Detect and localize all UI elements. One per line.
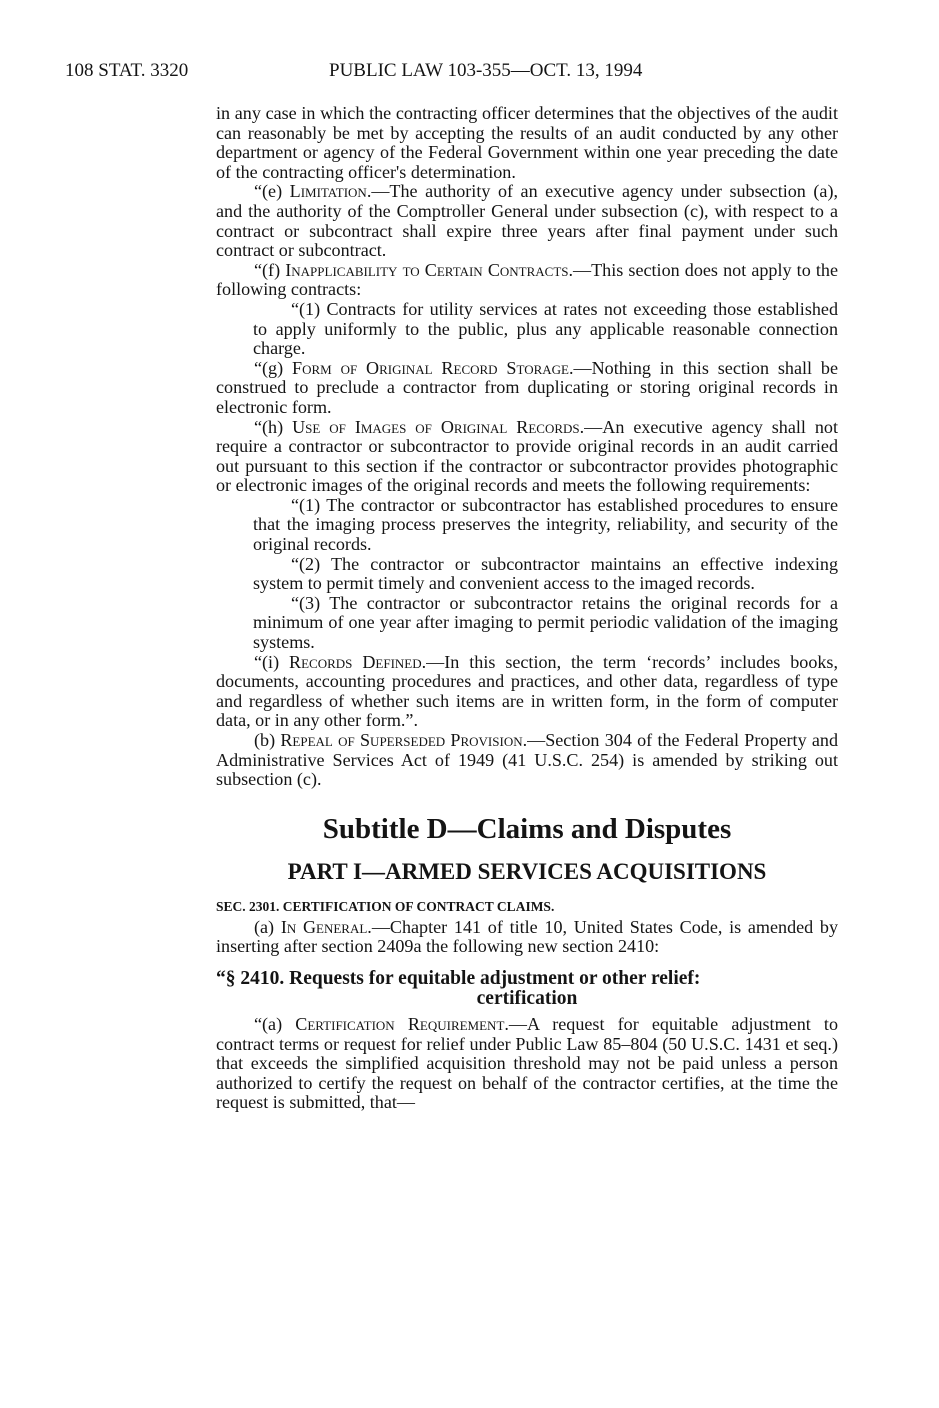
paragraph-i-text: .—In this section, the term ‘records’ includes books, documents, accounting procedures and practices, and other data, regardless of type and regardless of whether such items are in written form, in the form of computer data, or in any other form.”. [216, 651, 838, 731]
paragraph-e-text: .—The authority of an executive agency under subsection (a), and the authority of the Comptroller General under subsection (c), with respect to a contract or subcontract shall expire three years after final payment under such contract or subcontract. [216, 181, 838, 261]
paragraph-f [216, 261, 838, 300]
paragraph-f-lead: “(f) [254, 259, 286, 280]
paragraph-certification-lead: “(a) [254, 1013, 296, 1034]
intro-paragraph: in any case in which the contracting officer determines that the objectives of the audit can reasonably be met by accepting the results of an audit conducted by any other department or agency of the Federal Government within one year preceding the date of the contracting officer's determination. [216, 103, 838, 182]
paragraph-certification-heading: Certification Requirement [295, 1013, 505, 1034]
paragraph-i-lead: “(i) [254, 651, 290, 672]
stat-citation: 108 STAT. 3320 [65, 60, 189, 81]
paragraph-a-heading: In General [280, 916, 368, 937]
paragraph-a [216, 918, 838, 957]
paragraph-h-heading: Use of Images of Original Records [292, 416, 580, 437]
paragraph-b-text: .—Section 304 of the Federal Property and Administrative Services Act of 1949 (41 U.S.C. 254) is amended by striking out subsection (c). [216, 730, 838, 790]
paragraph-certification [216, 1015, 838, 1113]
paragraph-e-heading: Limitation [289, 181, 367, 202]
paragraph-g-text: .—Nothing in this section shall be construed to preclude a contractor from duplicating or storing original records in electronic form. [216, 357, 838, 417]
paragraph-b-lead: (b) [254, 730, 281, 750]
subtitle-heading: Subtitle D—Claims and Disputes [322, 812, 732, 845]
paragraph-f-heading: Inapplicability to Certain Contracts [285, 259, 569, 280]
paragraph-e-lead: “(e) [254, 181, 290, 202]
paragraph-g [216, 359, 838, 418]
paragraph-g-heading: Form of Original Record Storage [292, 357, 569, 378]
paragraph-g-lead: “(g) [254, 357, 293, 378]
paragraph-b [216, 731, 838, 790]
paragraph-a-lead: (a) [254, 916, 281, 937]
law-citation: PUBLIC LAW 103-355—OCT. 13, 1994 [329, 60, 643, 81]
page-body [216, 104, 838, 1113]
paragraph-i-heading: Records Defined [289, 651, 422, 672]
section-heading: SEC. 2301. CERTIFICATION OF CONTRACT CLAIMS. [216, 898, 555, 914]
paragraph-f-1: “(1) Contracts for utility services at rates not exceeding those established to apply uniformly to the public, plus any applicable reasonable connection charge. [253, 298, 838, 359]
paragraph-e [216, 182, 838, 260]
new-section-heading-line1: “§ 2410. Requests for equitable adjustment or other relief: [216, 967, 701, 989]
paragraph-h-1: “(1) The contractor or subcontractor has established procedures to ensure that the imaging process preserves the integrity, reliability, and security of the original records. [253, 494, 838, 555]
paragraph-h-lead: “(h) [254, 416, 293, 437]
paragraph-h-text: .—An executive agency shall not require a contractor or subcontractor to provide original records in an audit carried out pursuant to this section if the contractor or subcontractor provides photographic or electronic images of the original records and meets the following requirements: [216, 416, 839, 496]
new-section-heading-line2: certification [476, 987, 578, 1009]
paragraph-i [216, 653, 838, 731]
paragraph-h-2: “(2) The contractor or subcontractor maintains an effective indexing system to permit timely and convenient access to the imaged records. [253, 553, 838, 594]
part-heading: PART I—ARMED SERVICES ACQUISITIONS [287, 858, 767, 884]
page-header [65, 60, 845, 88]
paragraph-a-text: .—Chapter 141 of title 10, United States Code, is amended by inserting after section 2409a the following new section 2410: [216, 916, 839, 957]
new-section-heading [216, 969, 838, 1009]
paragraph-h-3: “(3) The contractor or subcontractor retains the original records for a minimum of one year after imaging to permit periodic validation of the imaging systems. [253, 592, 838, 653]
paragraph-f-text: .—This section does not apply to the following contracts: [216, 259, 838, 300]
paragraph-certification-text: .—A request for equitable adjustment to contract terms or request for relief under Public Law 85–804 (50 U.S.C. 1431 et seq.) that exceeds the simplified acquisition threshold may not be paid unless a person authorized to certify the request on behalf of the contractor certifies, at the time the request is submitted, that— [216, 1013, 838, 1113]
paragraph-b-heading: Repeal of Superseded Provision [280, 730, 523, 750]
paragraph-h [216, 418, 838, 496]
